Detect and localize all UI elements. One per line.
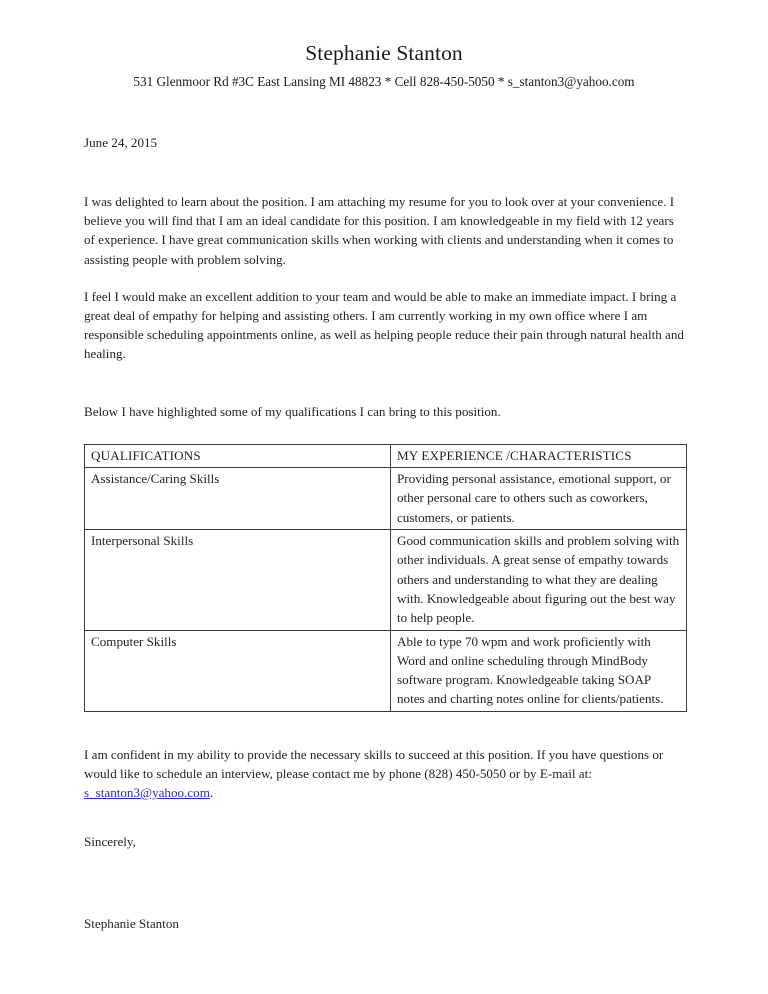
table-header-row: [85, 444, 687, 467]
paragraph-second: I feel I would make an excellent addition to your team and would be able to make an immediate impact. I bring a great deal of empathy for helping and assisting others. I am currently working in my own office where I am responsible scheduling appointments online, as well as helping people reduce their pain through natural health and healing.: [84, 288, 684, 362]
letterhead: [84, 40, 684, 92]
applicant-name: Stephanie Stanton: [305, 41, 463, 65]
paragraph-intro: I was delighted to learn about the position. I am attaching my resume for you to look over at your convenience. I believe you will find that I am an ideal candidate for this position. I am knowledgeable in my field with 12 years of experience. I have great communication skills when working with clients and understanding when it comes to assisting people with problem solving.: [84, 194, 675, 267]
table-cell-experience: Providing personal assistance, emotional support, or other personal care to others such as coworkers, customers, or patients.: [391, 468, 687, 530]
signature-name: Stephanie Stanton: [84, 916, 179, 932]
qualifications-table: [84, 444, 687, 712]
closing-text-before-link: I am confident in my ability to provide the necessary skills to succeed at this position. If you have questions or would like to schedule an interview, please contact me by phone (828) 450-5050 or by E-mail at:: [84, 746, 664, 781]
table-row: [85, 630, 687, 711]
table-row: [85, 468, 687, 530]
table-row: [85, 530, 687, 630]
contact-line: 531 Glenmoor Rd #3C East Lansing MI 48823 * Cell 828-450-5050 * s_stanton3@yahoo.com: [133, 74, 635, 89]
table-header-qualifications: QUALIFICATIONS: [85, 444, 391, 467]
table-cell-qualification: Assistance/Caring Skills: [85, 468, 391, 530]
letter-body: [84, 40, 684, 933]
table-cell-experience: Able to type 70 wpm and work proficiently with Word and online scheduling through MindBody software program. Knowledgeable taking SOAP notes and charting notes online for clients/patients.: [391, 630, 687, 711]
table-cell-qualification: Interpersonal Skills: [85, 530, 391, 630]
email-link[interactable]: s_stanton3@yahoo.com: [84, 785, 210, 801]
closing-block: [84, 745, 684, 803]
letter-date: June 24, 2015: [84, 135, 158, 150]
paragraph-table-lead-in: Below I have highlighted some of my qualifications I can bring to this position.: [84, 403, 501, 419]
table-header-experience: MY EXPERIENCE /CHARACTERISTICS: [391, 444, 687, 467]
table-cell-qualification: Computer Skills: [85, 630, 391, 711]
salutation-closing: Sincerely,: [84, 834, 136, 850]
closing-text-after-link: .: [209, 785, 214, 801]
qualifications-table-wrapper: [84, 444, 684, 712]
table-cell-experience: Good communication skills and problem solving with other individuals. A great sense of empathy towards others and understanding to what they are dealing with. Knowledgeable about figuring out the best way to help people.: [391, 530, 687, 630]
paragraph-closing: [84, 745, 684, 803]
